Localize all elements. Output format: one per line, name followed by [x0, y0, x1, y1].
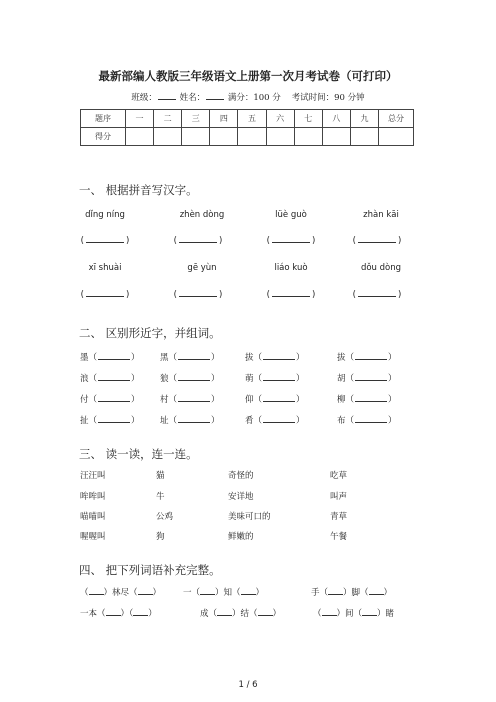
char-item: 址（ ）	[160, 416, 220, 426]
pinyin: liáo kuò	[274, 263, 308, 273]
match-item[interactable]: 猫	[156, 471, 165, 481]
char-item: 拔（ ）	[245, 353, 305, 363]
pinyin: zhàn kāi	[363, 210, 399, 220]
pinyin: xī shuài	[88, 263, 122, 273]
score-cell[interactable]	[182, 128, 210, 146]
match-item[interactable]: 美味可口的	[228, 512, 271, 522]
score-cell[interactable]	[350, 128, 378, 146]
score-row-label: 得分	[81, 128, 126, 146]
header-cell: 六	[266, 110, 294, 128]
exam-time: 考试时间：90 分钟	[291, 93, 365, 103]
word-blank[interactable]	[263, 415, 295, 423]
word-blank[interactable]	[263, 394, 295, 402]
score-cell[interactable]	[322, 128, 350, 146]
score-table	[80, 109, 414, 146]
score-cell[interactable]	[210, 128, 238, 146]
score-cell[interactable]	[154, 128, 182, 146]
pinyin: dǒu dòng	[360, 263, 402, 273]
word-blank[interactable]	[355, 373, 387, 381]
char-item: 黑（ ）	[160, 353, 220, 363]
match-item[interactable]: 哞哞叫	[80, 492, 106, 502]
page-title: 最新部编人教版三年级语文上册第一次月考试卷（可打印）	[98, 69, 398, 83]
char-item: 墨（ ）	[80, 353, 140, 363]
idiom-fill: 一本（ ）（ ）	[80, 609, 157, 619]
match-item[interactable]: 狗	[156, 532, 165, 542]
score-row	[81, 128, 414, 146]
answer-blank[interactable]: ( )	[352, 236, 402, 246]
fill-blank[interactable]	[217, 608, 232, 616]
pinyin: dǐng níng	[85, 210, 125, 220]
word-blank[interactable]	[178, 415, 210, 423]
fill-blank[interactable]	[328, 587, 343, 595]
exam-info	[0, 91, 496, 103]
header-cell: 八	[322, 110, 350, 128]
char-item: 拔（ ）	[337, 353, 397, 363]
idiom-fill: 成（ ）结（ ）	[200, 609, 282, 619]
word-blank[interactable]	[355, 394, 387, 402]
header-cell: 五	[238, 110, 266, 128]
score-cell[interactable]	[379, 128, 414, 146]
header-cell: 九	[350, 110, 378, 128]
header-cell: 一	[126, 110, 154, 128]
class-blank[interactable]	[158, 91, 176, 100]
pinyin: gē yùn	[187, 263, 217, 273]
section-3-heading: 三、 读一读，连一连。	[79, 447, 198, 461]
word-blank[interactable]	[263, 373, 295, 381]
fill-blank[interactable]	[106, 608, 121, 616]
pinyin: lüè guò	[275, 210, 307, 220]
answer-blank[interactable]: ( )	[173, 290, 223, 300]
fill-blank[interactable]	[133, 608, 148, 616]
word-blank[interactable]	[98, 352, 130, 360]
name-label: 姓名：	[179, 93, 206, 103]
char-item: 扯（ ）	[80, 416, 140, 426]
fill-blank[interactable]	[362, 608, 377, 616]
full-score: 满分：100 分	[227, 93, 281, 103]
section-4-heading: 四、 把下列词语补充完整。	[79, 563, 221, 577]
char-item: 浪（ ）	[80, 374, 140, 384]
header-cell: 总分	[379, 110, 414, 128]
answer-blank[interactable]: ( )	[80, 290, 130, 300]
fill-blank[interactable]	[89, 587, 104, 595]
match-item[interactable]: 汪汪叫	[80, 471, 106, 481]
name-blank[interactable]	[206, 91, 224, 100]
match-item[interactable]: 喵喵叫	[80, 512, 106, 522]
answer-blank[interactable]: ( )	[266, 290, 316, 300]
answer-blank[interactable]: ( )	[173, 236, 223, 246]
char-item: 付（ ）	[80, 395, 140, 405]
match-item[interactable]: 奇怪的	[228, 471, 254, 481]
char-item: 仰（ ）	[245, 395, 305, 405]
score-header-row	[81, 110, 414, 128]
match-item[interactable]: 牛	[156, 492, 165, 502]
word-blank[interactable]	[178, 394, 210, 402]
char-item: 布（ ）	[337, 416, 397, 426]
fill-blank[interactable]	[369, 587, 384, 595]
class-label: 班级：	[131, 93, 157, 103]
idiom-fill: 一（ ）知（ ）	[183, 588, 265, 598]
score-cell[interactable]	[238, 128, 266, 146]
word-blank[interactable]	[98, 415, 130, 423]
header-cell: 三	[182, 110, 210, 128]
idiom-fill: 手（ ）脚（ ）	[311, 588, 393, 598]
char-item: 柳（ ）	[337, 395, 397, 405]
char-item: 萌（ ）	[245, 374, 305, 384]
match-item[interactable]: 安详地	[228, 492, 254, 502]
match-item[interactable]: 叫声	[330, 492, 348, 502]
answer-blank[interactable]: ( )	[80, 236, 130, 246]
word-blank[interactable]	[355, 415, 387, 423]
match-item[interactable]: 鲜嫩的	[228, 532, 254, 542]
score-cell[interactable]	[126, 128, 154, 146]
fill-blank[interactable]	[322, 608, 337, 616]
char-item: 胡（ ）	[337, 374, 397, 384]
char-item: 肴（ ）	[245, 416, 305, 426]
word-blank[interactable]	[98, 373, 130, 381]
score-cell[interactable]	[294, 128, 322, 146]
header-cell: 四	[210, 110, 238, 128]
idiom-fill: （ ）间（ ）睹	[313, 609, 395, 619]
header-cell: 题序	[81, 110, 126, 128]
idiom-fill: （ ）林尽（ ）	[80, 588, 162, 598]
char-item: 村（ ）	[160, 395, 220, 405]
match-item[interactable]: 午餐	[330, 532, 348, 542]
char-item: 狼（ ）	[160, 374, 220, 384]
word-blank[interactable]	[98, 394, 130, 402]
word-blank[interactable]	[178, 373, 210, 381]
section-2-heading: 二、 区别形近字，并组词。	[79, 326, 221, 340]
match-item[interactable]: 公鸡	[156, 512, 174, 522]
answer-blank[interactable]: ( )	[352, 290, 402, 300]
section-1-heading: 一、 根据拼音写汉字。	[79, 183, 198, 197]
fill-blank[interactable]	[241, 587, 256, 595]
match-item[interactable]: 喔喔叫	[80, 532, 106, 542]
header-cell: 七	[294, 110, 322, 128]
match-item[interactable]: 吃草	[330, 471, 348, 481]
header-cell: 二	[154, 110, 182, 128]
fill-blank[interactable]	[200, 587, 215, 595]
fill-blank[interactable]	[138, 587, 153, 595]
word-blank[interactable]	[178, 352, 210, 360]
word-blank[interactable]	[355, 352, 387, 360]
word-blank[interactable]	[263, 352, 295, 360]
fill-blank[interactable]	[258, 608, 273, 616]
answer-blank[interactable]: ( )	[266, 236, 316, 246]
pinyin: zhèn dòng	[179, 210, 225, 220]
page-number: 1 / 6	[238, 680, 258, 690]
match-item[interactable]: 青草	[330, 512, 348, 522]
score-cell[interactable]	[266, 128, 294, 146]
